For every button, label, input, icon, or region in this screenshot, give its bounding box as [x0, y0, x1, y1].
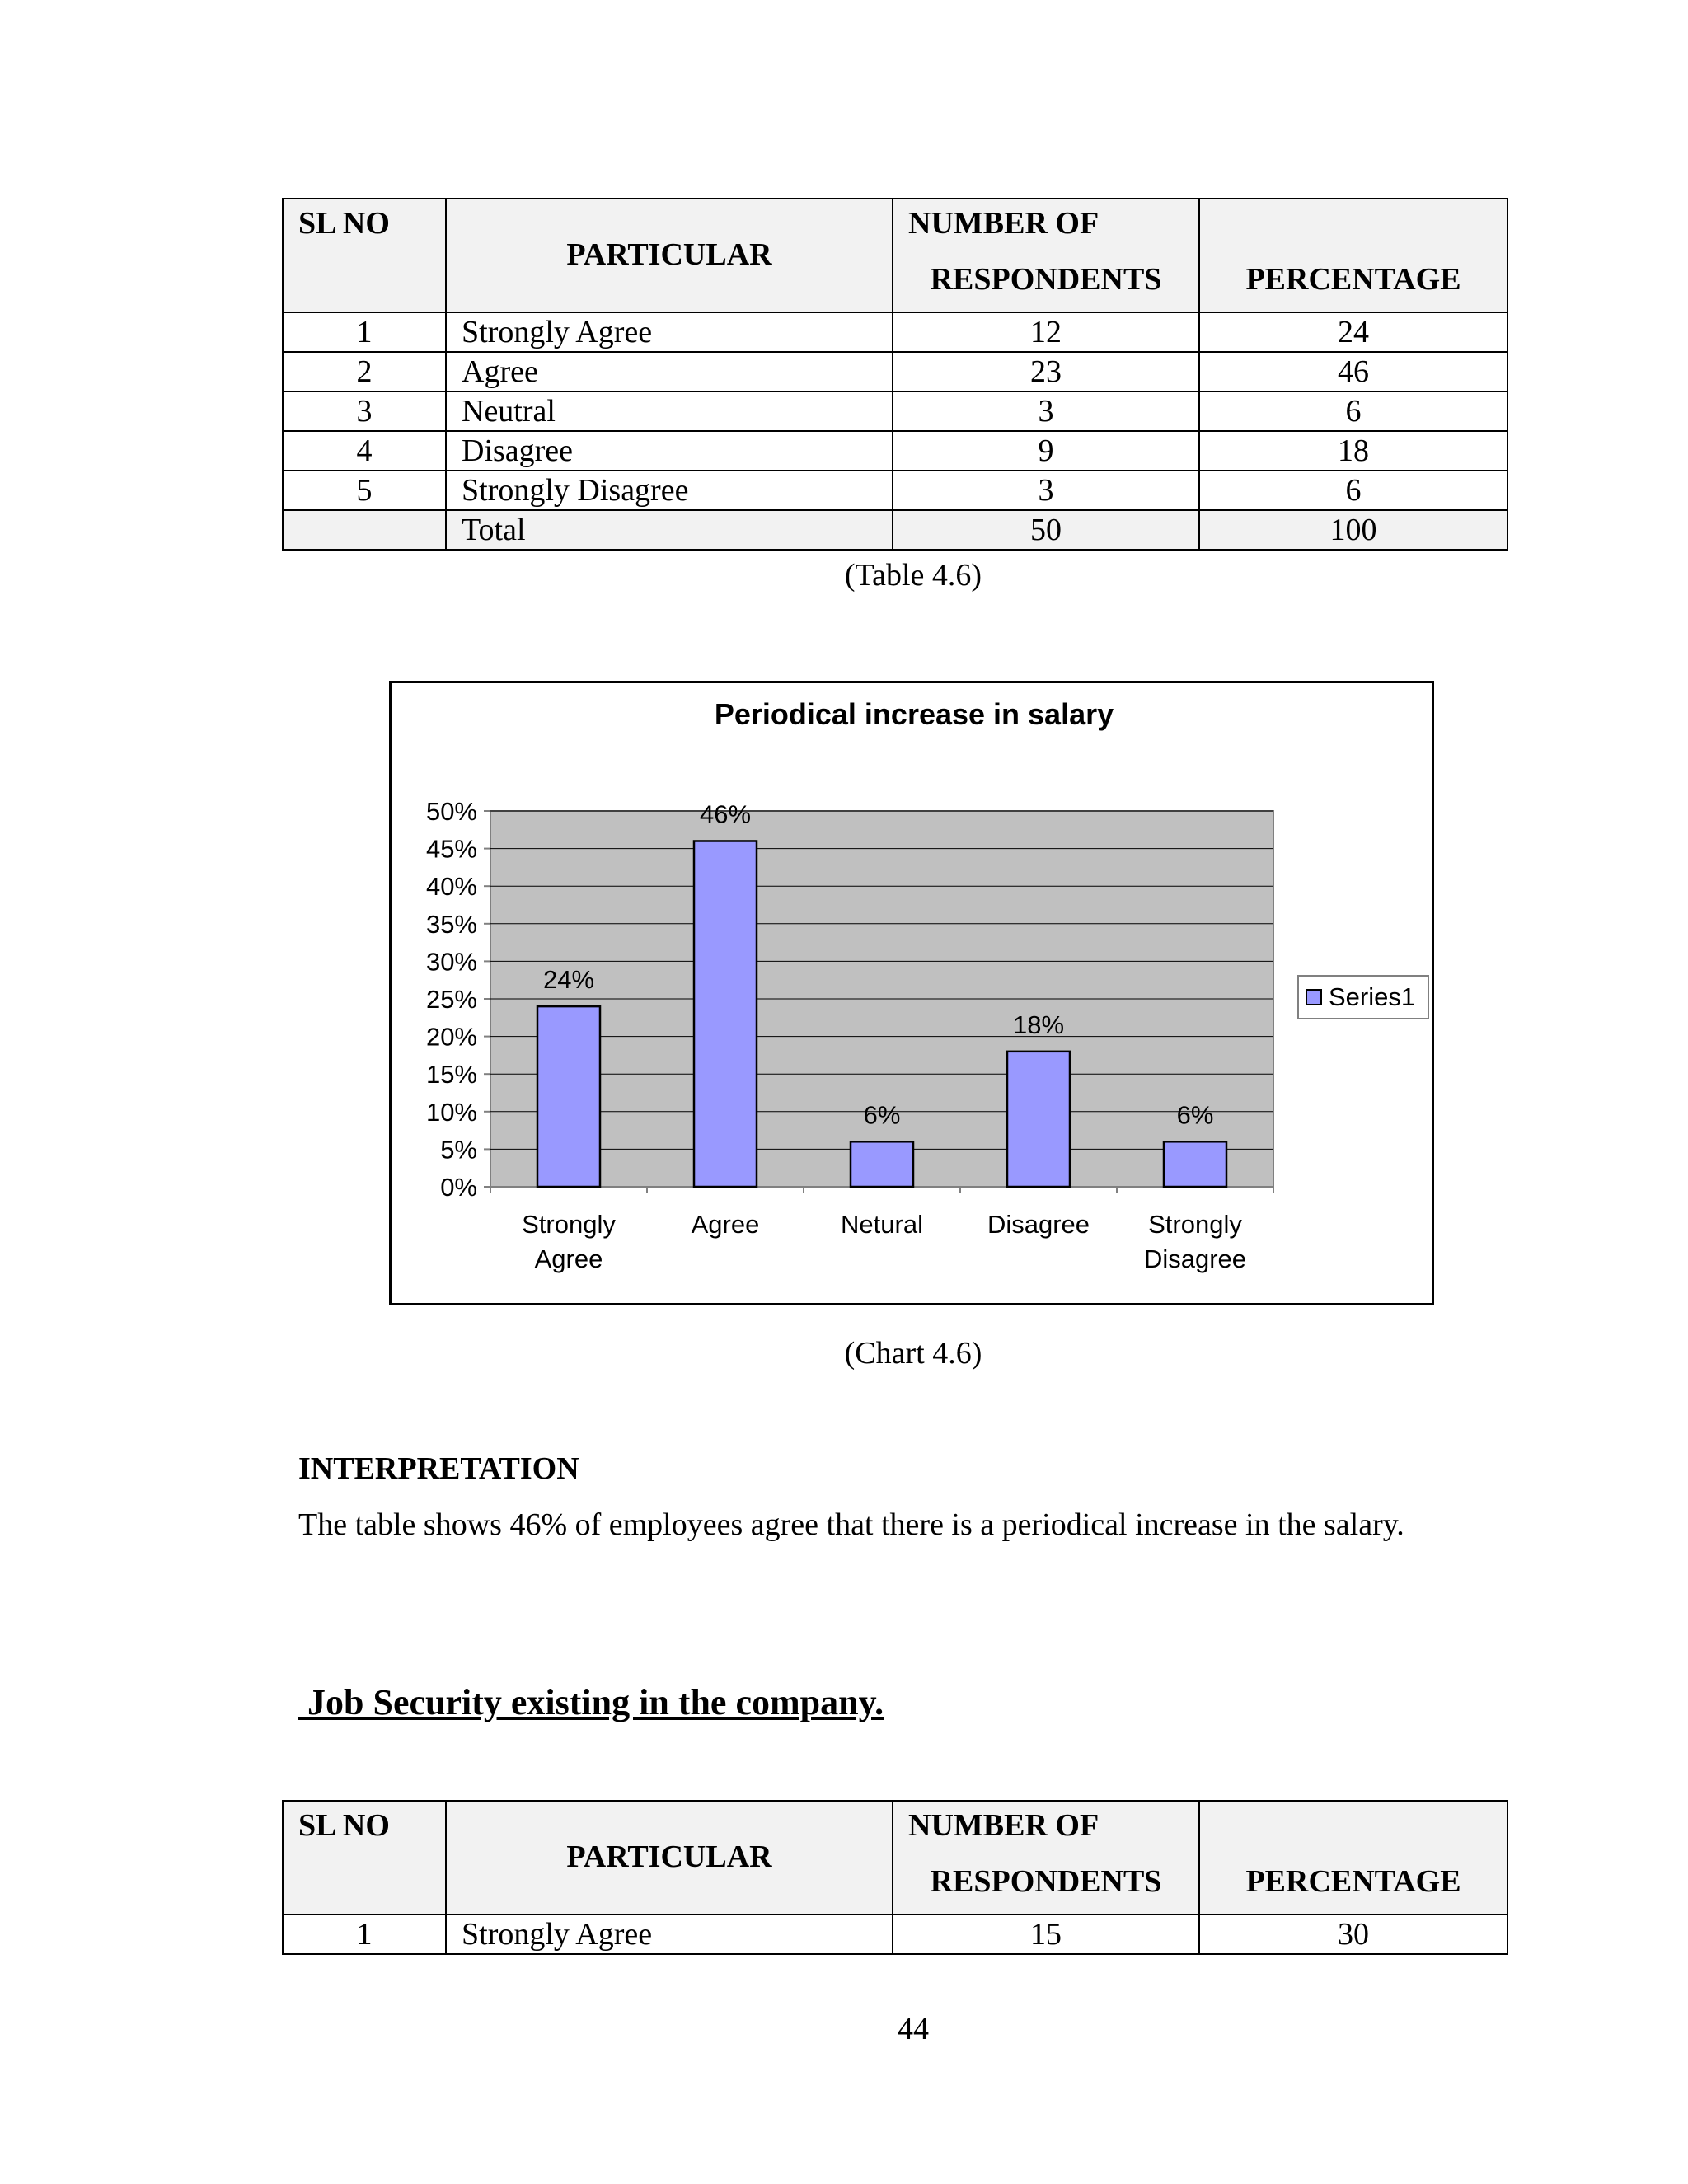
y-tick-label: 30%	[425, 947, 477, 977]
cell-total-label: Total	[446, 510, 893, 550]
y-tick-label: 5%	[440, 1135, 477, 1165]
y-tick-label: 50%	[425, 797, 477, 826]
y-tick-label: 20%	[425, 1022, 477, 1052]
bar-0	[537, 1006, 600, 1187]
table-row	[283, 431, 1507, 471]
cell-total-percentage: 100	[1199, 510, 1507, 550]
table-row	[283, 1915, 1507, 1954]
header-sl-no: SL NO	[283, 1801, 446, 1915]
table-caption: (Table 4.6)	[844, 558, 982, 593]
header-particular: PARTICULAR	[446, 199, 893, 312]
table-row	[283, 312, 1507, 352]
bar-4	[1164, 1141, 1226, 1187]
table-header-row	[283, 1801, 1507, 1915]
header-particular: PARTICULAR	[446, 1801, 893, 1915]
cell-percentage: 6	[1199, 471, 1507, 510]
table-total-row	[283, 510, 1507, 550]
table-row	[283, 471, 1507, 510]
chart-title: Periodical increase in salary	[714, 697, 1114, 731]
job-security-table	[282, 1800, 1508, 1955]
data-label: 18%	[1012, 1010, 1065, 1039]
header-number-of-respondents: NUMBER OF RESPONDENTS	[893, 1801, 1199, 1915]
cell-percentage: 6	[1199, 391, 1507, 431]
header-sl-no: SL NO	[283, 199, 446, 312]
header-percentage: PERCENTAGE	[1199, 199, 1507, 312]
y-tick-label: 35%	[425, 909, 477, 939]
data-label: 6%	[1176, 1100, 1214, 1130]
cell-particular: Disagree	[446, 431, 893, 471]
y-tick-label: 25%	[425, 985, 477, 1014]
chart-svg	[392, 683, 1432, 1303]
y-tick-label: 40%	[425, 872, 477, 902]
data-label: 6%	[863, 1100, 901, 1130]
cell-number: 12	[893, 312, 1199, 352]
header-number-of-respondents: NUMBER OF RESPONDENTS	[893, 199, 1199, 312]
x-tick-label: Strongly	[522, 1210, 616, 1239]
y-tick-label: 45%	[425, 834, 477, 864]
cell-number: 3	[893, 471, 1199, 510]
bar-3	[1007, 1052, 1070, 1187]
cell-sl: 1	[283, 312, 446, 352]
y-tick-label: 15%	[425, 1060, 477, 1090]
header-percentage: PERCENTAGE	[1199, 1801, 1507, 1915]
bar-2	[851, 1141, 913, 1187]
cell-percentage: 46	[1199, 352, 1507, 391]
cell-particular: Strongly Agree	[446, 1915, 893, 1954]
interpretation-heading: INTERPRETATION	[298, 1451, 579, 1486]
legend-swatch	[1306, 990, 1321, 1005]
cell-sl: 1	[283, 1915, 446, 1954]
table-row	[283, 391, 1507, 431]
cell-particular: Neutral	[446, 391, 893, 431]
data-label: 46%	[699, 799, 752, 829]
cell-number: 23	[893, 352, 1199, 391]
chart-caption: (Chart 4.6)	[844, 1336, 982, 1371]
section-heading: Job Security existing in the company.	[298, 1682, 884, 1722]
x-tick-label: Strongly	[1148, 1210, 1242, 1239]
x-tick-label: Netural	[841, 1210, 923, 1239]
cell-number: 9	[893, 431, 1199, 471]
cell-sl-empty	[283, 510, 446, 550]
cell-total-number: 50	[893, 510, 1199, 550]
y-tick-label: 10%	[425, 1097, 477, 1127]
cell-sl: 5	[283, 471, 446, 510]
bar-1	[694, 841, 757, 1187]
cell-percentage: 24	[1199, 312, 1507, 352]
legend-label: Series1	[1329, 982, 1416, 1011]
x-tick-label: Disagree	[987, 1210, 1090, 1239]
x-tick-label: Agree	[534, 1244, 603, 1273]
cell-particular: Strongly Agree	[446, 312, 893, 352]
interpretation-text: The table shows 46% of employees agree that there is a periodical increase in the salary.	[298, 1507, 1404, 1542]
respondents-table-4-6	[282, 198, 1508, 551]
table-header-row	[283, 199, 1507, 312]
x-tick-label: Agree	[691, 1210, 760, 1239]
cell-sl: 4	[283, 431, 446, 471]
table-row	[283, 352, 1507, 391]
y-tick-label: 0%	[440, 1173, 477, 1202]
cell-percentage: 30	[1199, 1915, 1507, 1954]
cell-number: 3	[893, 391, 1199, 431]
cell-number: 15	[893, 1915, 1199, 1954]
x-tick-label: Disagree	[1143, 1244, 1247, 1273]
cell-particular: Strongly Disagree	[446, 471, 893, 510]
cell-sl: 2	[283, 352, 446, 391]
page-number: 44	[898, 2012, 929, 2046]
data-label: 24%	[542, 965, 595, 995]
cell-percentage: 18	[1199, 431, 1507, 471]
cell-particular: Agree	[446, 352, 893, 391]
cell-sl: 3	[283, 391, 446, 431]
bar-chart	[389, 681, 1434, 1305]
